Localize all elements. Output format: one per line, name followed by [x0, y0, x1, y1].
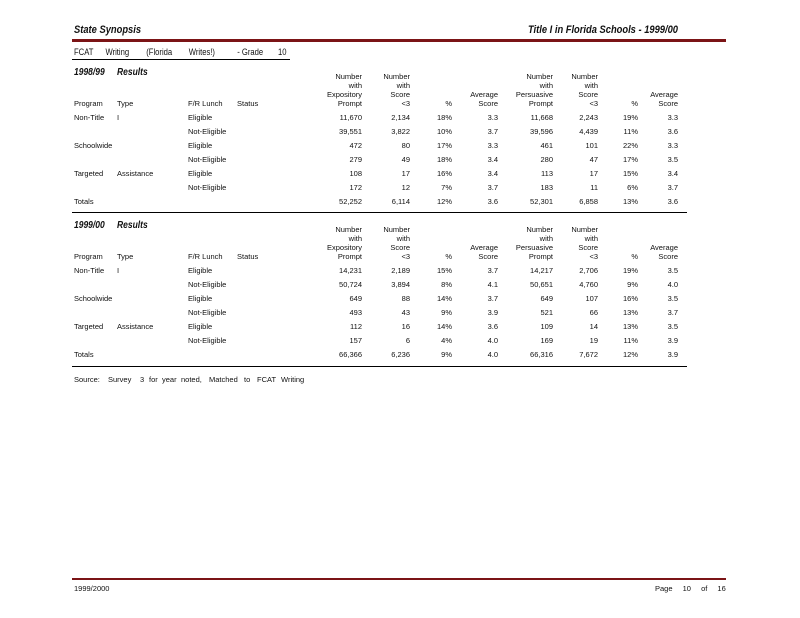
cell-value: 15%	[436, 266, 452, 275]
cell-value: 4.0	[487, 336, 498, 345]
table-row	[74, 331, 678, 345]
cell-status	[237, 164, 317, 178]
section-year-1999: 1999/00	[74, 220, 105, 231]
cell-lunch: Eligible	[188, 141, 213, 150]
col-fr-lunch: F/R Lunch	[188, 252, 223, 261]
cell-value: 6	[405, 336, 410, 345]
cell-value: 280	[540, 155, 553, 164]
cell-value: 12	[401, 183, 410, 192]
cell-status	[237, 136, 317, 150]
cell-status	[237, 289, 317, 303]
cell-status	[237, 261, 317, 275]
source-part: Writing	[281, 375, 305, 384]
cell-value: 649	[540, 294, 553, 303]
totals-value: 6,858	[579, 197, 598, 206]
cell-value: 3.5	[667, 322, 678, 331]
cell-value: 3.7	[487, 127, 498, 136]
cell-value: 16	[401, 322, 410, 331]
cell-value: 3.6	[487, 322, 498, 331]
cell-value: 50,724	[339, 280, 362, 289]
cell-program: Targeted	[74, 169, 104, 178]
cell-value: 169	[540, 336, 553, 345]
footer-rule	[72, 578, 726, 580]
cell-lunch: Not-Eligible	[188, 280, 227, 289]
cell-value: 4,760	[579, 280, 598, 289]
table-row	[74, 289, 678, 303]
cell-value: 11%	[623, 127, 638, 136]
cell-value: 3.4	[487, 169, 498, 178]
cell-value: 2,243	[579, 113, 598, 122]
cell-value: 3.5	[667, 266, 678, 275]
cell-value: 19%	[622, 266, 638, 275]
cell-value: 3.3	[487, 113, 498, 122]
col-status: Status	[237, 99, 259, 108]
cell-blank	[237, 345, 317, 359]
col-num-score-lt3: Number with Score <3	[571, 225, 598, 261]
source-part: Matched	[209, 375, 238, 384]
footer-year: 1999/2000	[74, 584, 110, 593]
col-avg-score: Average Score	[650, 90, 678, 108]
cell-value: 279	[349, 155, 362, 164]
cell-value: 80	[401, 141, 410, 150]
cell-value: 3.7	[487, 294, 498, 303]
cell-value: 3.3	[667, 113, 678, 122]
cell-lunch: Eligible	[188, 113, 213, 122]
col-avg-score: Average Score	[470, 90, 498, 108]
cell-value: 17	[589, 169, 598, 178]
col-pct: %	[445, 252, 452, 261]
col-type: Type	[117, 252, 134, 261]
totals-value: 66,366	[339, 350, 362, 359]
col-pct: %	[631, 252, 638, 261]
col-num-persuasive: Number with Persuasive Prompt	[515, 225, 553, 261]
cell-value: 14%	[436, 294, 452, 303]
subtitle-part: (Florida	[146, 47, 173, 57]
cell-value: 3,894	[391, 280, 410, 289]
cell-type: I	[117, 266, 120, 275]
cell-program: Schoolwide	[74, 294, 113, 303]
subtitle-part: - Grade	[237, 47, 264, 57]
cell-value: 18%	[436, 155, 452, 164]
cell-lunch: Not-Eligible	[188, 183, 227, 192]
document-header-right: Title I in Florida Schools - 1999/00	[528, 24, 678, 36]
table-row	[74, 122, 678, 136]
cell-value: 3.5	[667, 155, 678, 164]
cell-lunch: Not-Eligible	[188, 127, 227, 136]
cell-value: 39,596	[530, 127, 553, 136]
cell-status	[237, 122, 317, 136]
cell-value: 113	[541, 169, 553, 178]
source-part: to	[244, 375, 251, 384]
cell-value: 49	[401, 155, 410, 164]
totals-value: 9%	[441, 350, 452, 359]
table-row	[74, 108, 678, 122]
results-table-1998	[74, 64, 678, 206]
col-num-persuasive: Number with Persuasive Prompt	[515, 72, 553, 108]
totals-row	[74, 345, 678, 359]
col-avg-score: Average Score	[650, 243, 678, 261]
col-program: Program	[74, 99, 103, 108]
col-pct: %	[631, 99, 638, 108]
totals-label: Totals	[74, 350, 94, 359]
col-num-score-lt3: Number with Score <3	[571, 72, 598, 108]
cell-value: 17	[401, 169, 410, 178]
cell-type	[117, 289, 188, 303]
cell-type	[117, 122, 188, 136]
cell-value: 13%	[622, 322, 638, 331]
table-row	[74, 164, 678, 178]
cell-value: 521	[540, 308, 553, 317]
cell-type	[117, 275, 188, 289]
totals-value: 6,236	[391, 350, 410, 359]
cell-status	[237, 150, 317, 164]
cell-value: 109	[540, 322, 553, 331]
cell-value: 19%	[622, 113, 638, 122]
cell-value: 112	[350, 322, 362, 331]
cell-value: 9%	[441, 308, 452, 317]
col-pct: %	[445, 99, 452, 108]
cell-value: 2,134	[391, 113, 410, 122]
source-part: Survey	[108, 375, 132, 384]
totals-value: 13%	[622, 197, 638, 206]
totals-value: 52,252	[339, 197, 362, 206]
cell-value: 50,651	[530, 280, 553, 289]
cell-type	[117, 331, 188, 345]
cell-value: 47	[589, 155, 598, 164]
results-table-1999	[74, 217, 678, 359]
cell-program	[74, 303, 117, 317]
cell-value: 461	[540, 141, 553, 150]
cell-type	[117, 150, 188, 164]
totals-value: 12%	[436, 197, 452, 206]
cell-value: 17%	[622, 155, 638, 164]
cell-lunch: Eligible	[188, 294, 213, 303]
cell-value: 8%	[441, 280, 452, 289]
cell-program: Targeted	[74, 322, 104, 331]
source-part: Source:	[74, 375, 100, 384]
cell-value: 3.3	[487, 141, 498, 150]
section-divider	[72, 366, 687, 367]
table-row	[74, 261, 678, 275]
col-fr-lunch: F/R Lunch	[188, 99, 223, 108]
totals-label: Totals	[74, 197, 94, 206]
totals-value: 3.9	[667, 350, 678, 359]
cell-value: 6%	[627, 183, 638, 192]
cell-value: 10%	[436, 127, 452, 136]
header-rule	[72, 39, 726, 42]
cell-value: 9%	[627, 280, 638, 289]
source-part: 3	[140, 375, 145, 384]
cell-lunch: Eligible	[188, 322, 213, 331]
page-number: 10	[682, 584, 691, 593]
col-num-expository: Number with Expository Prompt	[326, 72, 362, 108]
cell-value: 157	[349, 336, 362, 345]
source-part: for	[149, 375, 158, 384]
totals-value: 6,114	[391, 197, 410, 206]
table-row	[74, 150, 678, 164]
col-avg-score: Average Score	[470, 243, 498, 261]
cell-program	[74, 275, 117, 289]
totals-value: 3.6	[667, 197, 678, 206]
cell-value: 4%	[441, 336, 452, 345]
cell-lunch: Not-Eligible	[188, 155, 227, 164]
cell-value: 17%	[436, 141, 452, 150]
col-num-score-lt3: Number with Score <3	[383, 225, 410, 261]
cell-value: 16%	[436, 169, 452, 178]
cell-value: 3.6	[667, 127, 678, 136]
cell-value: 172	[349, 183, 362, 192]
cell-value: 2,706	[579, 266, 598, 275]
cell-value: 101	[585, 141, 598, 150]
section-year-1998: 1998/99	[74, 67, 105, 78]
cell-value: 3.7	[487, 266, 498, 275]
cell-value: 3.4	[667, 169, 678, 178]
cell-value: 15%	[622, 169, 638, 178]
totals-value: 52,301	[530, 197, 553, 206]
col-status: Status	[237, 252, 259, 261]
col-program: Program	[74, 252, 103, 261]
cell-lunch: Eligible	[188, 169, 213, 178]
totals-row	[74, 192, 678, 206]
cell-program: Non-Title	[74, 266, 105, 275]
cell-type	[117, 178, 188, 192]
totals-value: 12%	[622, 350, 638, 359]
cell-status	[237, 275, 317, 289]
cell-value: 472	[349, 141, 362, 150]
cell-status	[237, 331, 317, 345]
cell-value: 3.7	[667, 183, 678, 192]
table-row	[74, 303, 678, 317]
subtitle-part: Writing	[105, 47, 130, 57]
cell-value: 108	[349, 169, 362, 178]
cell-program	[74, 331, 117, 345]
subtitle-underline	[72, 59, 290, 60]
cell-value: 183	[540, 183, 553, 192]
cell-program	[74, 122, 117, 136]
cell-value: 11%	[623, 336, 638, 345]
cell-type: Assistance	[117, 322, 154, 331]
cell-program	[74, 178, 117, 192]
cell-value: 18%	[436, 113, 452, 122]
cell-value: 11	[590, 183, 598, 192]
totals-value: 3.6	[487, 197, 498, 206]
cell-value: 3.9	[487, 308, 498, 317]
col-num-score-lt3: Number with Score <3	[383, 72, 410, 108]
cell-lunch: Not-Eligible	[188, 336, 227, 345]
cell-status	[237, 303, 317, 317]
col-num-expository: Number with Expository Prompt	[326, 225, 362, 261]
cell-value: 16%	[622, 294, 638, 303]
cell-value: 4.0	[667, 280, 678, 289]
cell-lunch: Eligible	[188, 266, 213, 275]
cell-value: 4.1	[487, 280, 498, 289]
cell-value: 88	[401, 294, 410, 303]
page-of-label: of	[701, 584, 708, 593]
cell-status	[237, 108, 317, 122]
cell-blank	[237, 192, 317, 206]
cell-value: 3.4	[487, 155, 498, 164]
section-results-label: Results	[117, 220, 148, 231]
cell-value: 3.5	[667, 294, 678, 303]
cell-blank	[117, 345, 188, 359]
cell-value: 7%	[441, 183, 452, 192]
source-part: noted,	[181, 375, 202, 384]
cell-status	[237, 178, 317, 192]
table-row	[74, 136, 678, 150]
cell-value: 11,670	[339, 113, 362, 122]
cell-value: 14,231	[339, 266, 362, 275]
cell-program	[74, 150, 117, 164]
cell-value: 14%	[436, 322, 452, 331]
cell-value: 13%	[622, 308, 638, 317]
cell-value: 22%	[622, 141, 638, 150]
cell-value: 3,822	[391, 127, 410, 136]
cell-blank	[188, 192, 237, 206]
subtitle-part: FCAT	[74, 47, 94, 57]
totals-value: 4.0	[487, 350, 498, 359]
section-divider	[72, 212, 687, 213]
cell-value: 107	[585, 294, 598, 303]
document-title: State Synopsis	[74, 24, 142, 36]
subtitle-part: Writes!)	[188, 47, 215, 57]
cell-status	[237, 317, 317, 331]
cell-program: Non-Title	[74, 113, 105, 122]
totals-value: 66,316	[530, 350, 553, 359]
cell-program: Schoolwide	[74, 141, 113, 150]
table-row	[74, 178, 678, 192]
cell-type	[117, 136, 188, 150]
page-label: Page	[655, 584, 673, 593]
cell-value: 19	[589, 336, 598, 345]
cell-value: 14	[589, 322, 598, 331]
table-row	[74, 317, 678, 331]
page-total: 16	[717, 584, 726, 593]
cell-type: I	[117, 113, 120, 122]
cell-value: 11,668	[530, 113, 553, 122]
cell-value: 3.9	[667, 336, 678, 345]
cell-value: 3.7	[487, 183, 498, 192]
cell-type	[117, 303, 188, 317]
cell-value: 3.3	[667, 141, 678, 150]
cell-value: 66	[589, 308, 598, 317]
totals-value: 7,672	[579, 350, 598, 359]
cell-value: 39,551	[339, 127, 362, 136]
cell-blank	[188, 345, 237, 359]
section-results-label: Results	[117, 67, 148, 78]
cell-blank	[117, 192, 188, 206]
cell-value: 43	[401, 308, 410, 317]
cell-value: 2,189	[391, 266, 410, 275]
cell-value: 649	[349, 294, 362, 303]
subtitle-part: 10	[278, 47, 287, 57]
page-indicator	[655, 584, 726, 593]
cell-value: 493	[349, 308, 362, 317]
cell-lunch: Not-Eligible	[188, 308, 227, 317]
source-part: FCAT	[257, 375, 277, 384]
cell-value: 14,217	[530, 266, 553, 275]
col-type: Type	[117, 99, 134, 108]
source-part: year	[162, 375, 177, 384]
cell-value: 3.7	[667, 308, 678, 317]
cell-value: 4,439	[579, 127, 598, 136]
cell-type: Assistance	[117, 169, 154, 178]
table-row	[74, 275, 678, 289]
